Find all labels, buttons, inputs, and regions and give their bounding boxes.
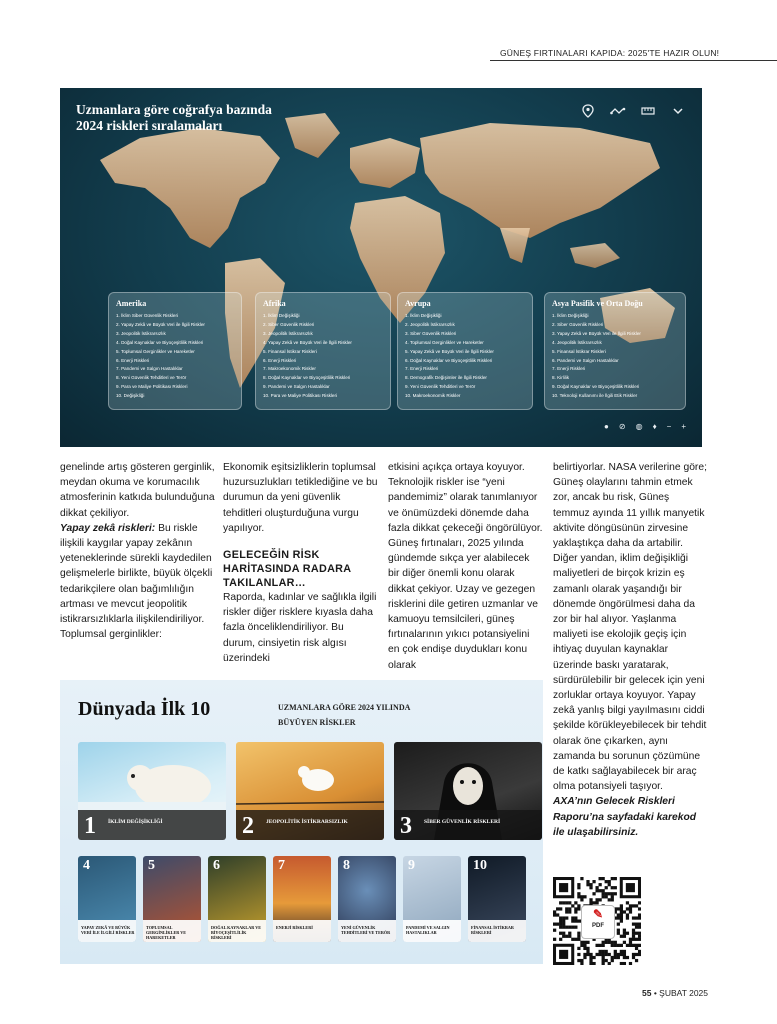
risk-label: TOPLUMSAL GERGİNLİKLER VE HAREKETLER	[146, 925, 187, 940]
rank-number: 2	[242, 813, 254, 839]
text-column-4	[553, 460, 708, 840]
risk-item: 5. Toplumsal Gerginlikler ve Hareketler	[116, 348, 195, 354]
risk-item: 10. Makroekonomik Riskler	[405, 393, 461, 399]
risk-item: 2. Jeopolitik İstikrarsızlık	[405, 321, 455, 327]
paragraph-lead: Yapay zekâ riskleri:	[60, 522, 156, 534]
risk-card-8	[338, 856, 396, 942]
risk-card-3	[394, 742, 542, 840]
region-risk-list	[256, 312, 390, 401]
paragraph: genelinde artış gösteren gerginlik, meydan okuma ve korumacılık atmosferinin katkıda bulunduğuna dikkat çekiliyor.	[60, 462, 215, 519]
risk-item: 6. Pandemi ve Salgın Hastalıklar	[552, 357, 619, 363]
risk-item: 7. Enerji Riskleri	[552, 366, 586, 372]
rank-number: 8	[343, 858, 350, 873]
text-column-3	[388, 460, 543, 673]
risk-item: 7. Pandemi ve Salgın Hastalıklar	[116, 366, 183, 372]
chevron-down-icon[interactable]	[670, 104, 686, 118]
risk-card-caption	[338, 920, 396, 942]
risk-card-caption	[394, 810, 542, 840]
risk-item: 8. Doğal Kaynaklar ve Biyoçeşitlilik Riskleri	[263, 375, 351, 381]
region-title: Avrupa	[405, 299, 431, 308]
footer-separator: •	[651, 988, 660, 998]
risk-label: DOĞAL KAYNAKLAR VE BİYOÇEŞİTLİLİK RİSKLERİ	[211, 925, 262, 940]
region-title: Amerika	[116, 299, 147, 308]
risk-item: 4. Yapay Zekâ ve Büyük Veri ile İlgili Riskler	[263, 339, 352, 345]
risk-card-9	[403, 856, 461, 942]
risk-card-caption	[78, 810, 226, 840]
risk-item: 10. Teknoloji Kullanımı ile İlgili Etik Riskler	[552, 393, 638, 399]
pdf-badge	[581, 905, 615, 939]
ruler-icon[interactable]	[640, 104, 656, 118]
risk-item: 5. Finansal İstikrar Riskleri	[263, 348, 317, 354]
risk-card-1	[78, 742, 226, 840]
risk-item: 2. Siber Güvenlik Riskleri	[263, 321, 315, 327]
risk-item: 3. Jeopolitik İstikrarsızlık	[116, 330, 166, 336]
risk-item: 1. İklim Değişikliği	[263, 313, 300, 318]
risk-item: 10. Para ve Maliye Politikası Riskleri	[263, 393, 338, 399]
pdf-icon: ✎	[592, 907, 604, 921]
top10-subtitle: UZMANLARA GÖRE 2024 YILINDA BÜYÜYEN RİSKLER	[278, 703, 410, 727]
region-panel-asya-pasifik	[544, 292, 686, 410]
risk-item: 1. İklim Siber Güvenlik Riskleri	[116, 313, 179, 318]
region-risk-list	[109, 312, 241, 401]
qr-code[interactable]	[553, 877, 641, 965]
location-pin-icon[interactable]	[580, 104, 596, 118]
risk-label: SİBER GÜVENLİK RİSKLERİ	[424, 819, 501, 825]
paragraph-body: Bu riskle ilişkili kaygılar yapay zekânın yeteneklerinde sürekli kaydedilen gelişmelerle birlikte, büyük ölçekli tedarikçilere olan bağımlılığın artması ve mevcut jeopolitik istikrarsızlıklarla ilişkilendiriliyor. Toplumsal gerginlikler:	[60, 522, 213, 641]
map-toolbar	[580, 104, 686, 118]
risk-item: 4. Toplumsal Gerginlikler ve Hareketler	[405, 339, 484, 345]
risk-card-caption	[273, 920, 331, 942]
rank-number: 6	[213, 858, 220, 873]
region-panel-avrupa	[397, 292, 533, 410]
route-icon[interactable]	[610, 104, 626, 118]
rank-number: 10	[473, 858, 487, 873]
risk-item: 9. Pandemi ve Salgın Hastalıklar	[263, 384, 330, 390]
rank-number: 1	[84, 813, 96, 839]
map-title-line1: Uzmanlara göre coğrafya bazında	[76, 102, 272, 117]
text-column-1	[60, 460, 215, 642]
risk-label: ENERJİ RİSKLERİ	[276, 925, 313, 930]
risk-item: 5. Yapay Zekâ ve Büyük Veri ile İlgili Riskler	[405, 348, 494, 354]
risk-item: 2. Siber Güvenlik Riskleri	[552, 321, 604, 327]
risk-card-caption	[403, 920, 461, 942]
risk-item: 6. Enerji Riskleri	[116, 357, 150, 363]
risk-card-caption	[143, 920, 201, 942]
issue-date: ŞUBAT 2025	[659, 988, 708, 998]
page-footer	[642, 988, 708, 998]
rank-number: 4	[83, 858, 90, 873]
risk-card-4	[78, 856, 136, 942]
risk-card-caption	[78, 920, 136, 942]
page-number: 55	[642, 988, 652, 998]
map-title-line2: 2024 riskleri sıralamaları	[76, 118, 223, 133]
region-risk-list	[398, 312, 532, 401]
top10-title: Dünyada İlk 10	[78, 698, 211, 720]
region-panel-amerika	[108, 292, 242, 410]
risk-item: 8. Kirlilik	[552, 375, 570, 381]
paragraph	[60, 521, 215, 643]
paragraph: Ekonomik eşitsizliklerin toplumsal huzursuzlukları tetiklediğine ve bu durumun da yeni güvenlik tehditleri oluşturduğuna vurgu yapılıyor.	[223, 462, 378, 534]
map-controls	[604, 422, 686, 431]
risk-card-caption	[236, 810, 384, 840]
risk-label: İKLİM DEĞİŞİKLİĞİ	[108, 819, 163, 825]
risk-card-10	[468, 856, 526, 942]
mic-icon[interactable]: ●	[604, 422, 609, 431]
compass-icon[interactable]: ♦	[652, 422, 657, 431]
globe-icon[interactable]: ◍	[635, 422, 643, 431]
risk-item: 5. Finansal İstikrar Riskleri	[552, 348, 606, 354]
paragraph: Diğer yandan, iklim değişikliği maliyetleri de birçok krizin eş zamanlı olarak yaşandığı bir dönemde öngörülmesi daha da zor bir hal alıyor. Yaşlanma maliyeti ise ekolojik geçiş için ihtiyaç duyulan kaynaklar üzerinde baskı yaratarak, sürdürülebilir bir gelecek için yeni zorluklar ortaya koyuyor. Yapay zekâ yanlış bilgi yayılmasını ciddi şekilde körükleyebilecek bir tehdit olarak öne çıkarken, aynı zamanda bu sorunun çözümüne de katkı sağlayabilecek bir araç olma potansiyeli taşıyor.	[553, 553, 707, 793]
risk-card-7	[273, 856, 331, 942]
running-header: GÜNEŞ FIRTINALARI KAPIDA: 2025'TE HAZIR OLUN!	[500, 48, 720, 58]
risk-item: 8. Demografik Değişimler ile İlgili Riskler	[405, 375, 487, 381]
risk-item: 4. Jeopolitik İstikrarsızlık	[552, 339, 602, 345]
risk-card-caption	[208, 920, 266, 942]
risk-item: 9. Doğal Kaynaklar ve Biyoçeşitlilik Riskleri	[552, 384, 640, 390]
risk-card-5	[143, 856, 201, 942]
risk-item: 3. Yapay Zekâ ve Büyük Veri ile İlgili Riskler	[552, 330, 641, 336]
risk-item: 3. Jeopolitik İstikrarsızlık	[263, 330, 313, 336]
risk-item: 4. Doğal Kaynaklar ve Biyoçeşitlilik Riskleri	[116, 339, 204, 345]
risk-item: 1. İklim Değişikliği	[405, 313, 442, 318]
text-column-2	[223, 460, 378, 666]
no-entry-icon[interactable]: ⊘	[618, 422, 626, 431]
rank-number: 7	[278, 858, 285, 873]
section-subheading: GELECEĞİN RİSK HARİTASINDA RADARA TAKILANLAR…	[223, 549, 351, 590]
risk-card-caption	[468, 920, 526, 942]
rank-number: 5	[148, 858, 155, 873]
risk-item: 3. Siber Güvenlik Riskleri	[405, 330, 457, 336]
risk-card-6	[208, 856, 266, 942]
header-rule	[490, 60, 777, 61]
rank-number: 9	[408, 858, 415, 873]
rank-number: 3	[400, 813, 412, 839]
risk-item: 10. Değişikliği	[116, 393, 145, 399]
plus-icon[interactable]: +	[681, 422, 686, 431]
risk-item: 9. Yeni Güvenlik Tehditleri ve Terör	[405, 384, 476, 390]
risk-label: JEOPOLİTİK İSTİKRARSIZLIK	[266, 819, 348, 825]
qr-callout: AXA’nın Gelecek Riskleri Raporu’na sayfadaki karekod ile ulaşabilirsiniz.	[553, 796, 697, 838]
region-title: Asya Pasifik ve Orta Doğu	[552, 299, 643, 308]
risk-item: 9. Para ve Maliye Politikası Riskleri	[116, 384, 188, 390]
risk-card-2	[236, 742, 384, 840]
region-panel-afrika	[255, 292, 391, 410]
risk-item: 6. Doğal Kaynaklar ve Biyoçeşitlilik Riskleri	[405, 357, 493, 363]
risk-item: 2. Yapay Zekâ ve Büyük Veri ile İlgili Riskler	[116, 321, 205, 327]
top10-infographic	[60, 680, 543, 964]
pdf-label: PDF	[592, 923, 604, 929]
risk-label: FİNANSAL İSTİKRAR RİSKLERİ	[471, 925, 514, 935]
region-title: Afrika	[263, 299, 286, 308]
risk-item: 7. Enerji Riskleri	[405, 366, 439, 372]
region-risk-list	[545, 312, 685, 401]
risk-map-figure	[60, 88, 702, 447]
paragraph: etkisini açıkça ortaya koyuyor. Teknolojik riskler ise “yeni pandemimiz” olarak tanımlanıyor ve önümüzdeki dönemde daha fazla dikkat çekeceği öngörülüyor. Güneş fırtınaları, 2025 yılında gündemde sıkça yer alabilecek bir diğer önemli konu olarak dikkat çekiyor. Uzay ve gezegen risklerini dile getiren uzmanlar ve kamuoyu temsilcileri, güneş fırtınalarının yıkıcı potansiyelini en çok endişe duydukları konu olarak	[388, 462, 543, 671]
risk-label: YENİ GÜVENLİK TEHDİTLERİ VE TERÖR	[341, 925, 391, 935]
paragraph: belirtiyorlar. NASA verilerine göre; Güneş olaylarını tahmin etmek zor, ancak bu risk, Güneş temmuz ayında 11 yıllık manyetik aktivite döngüsünün zirvesine yaklaştıkça daha da artabilir.	[553, 462, 707, 550]
risk-item: 6. Enerji Riskleri	[263, 357, 297, 363]
risk-item: 1. İklim Değişikliği	[552, 313, 589, 318]
risk-item: 8. Yeni Güvenlik Tehditleri ve Terör	[116, 375, 187, 381]
minus-icon[interactable]: −	[666, 422, 672, 431]
risk-label: PANDEMİ VE SALGIN HASTALIKLAR	[406, 925, 450, 935]
risk-item: 7. Makroekonomik Riskler	[263, 366, 316, 372]
map-title	[76, 102, 336, 134]
risk-label: YAPAY ZEKÂ VE BÜYÜK VERİ İLE İLGİLİ RİSKLER	[81, 925, 135, 935]
paragraph: Raporda, kadınlar ve sağlıkla ilgili riskler diğer risklere kıyasla daha fazla önceliklendiriliyor. Bu durum, cinsiyetin risk algısı üzerindeki	[223, 592, 377, 664]
